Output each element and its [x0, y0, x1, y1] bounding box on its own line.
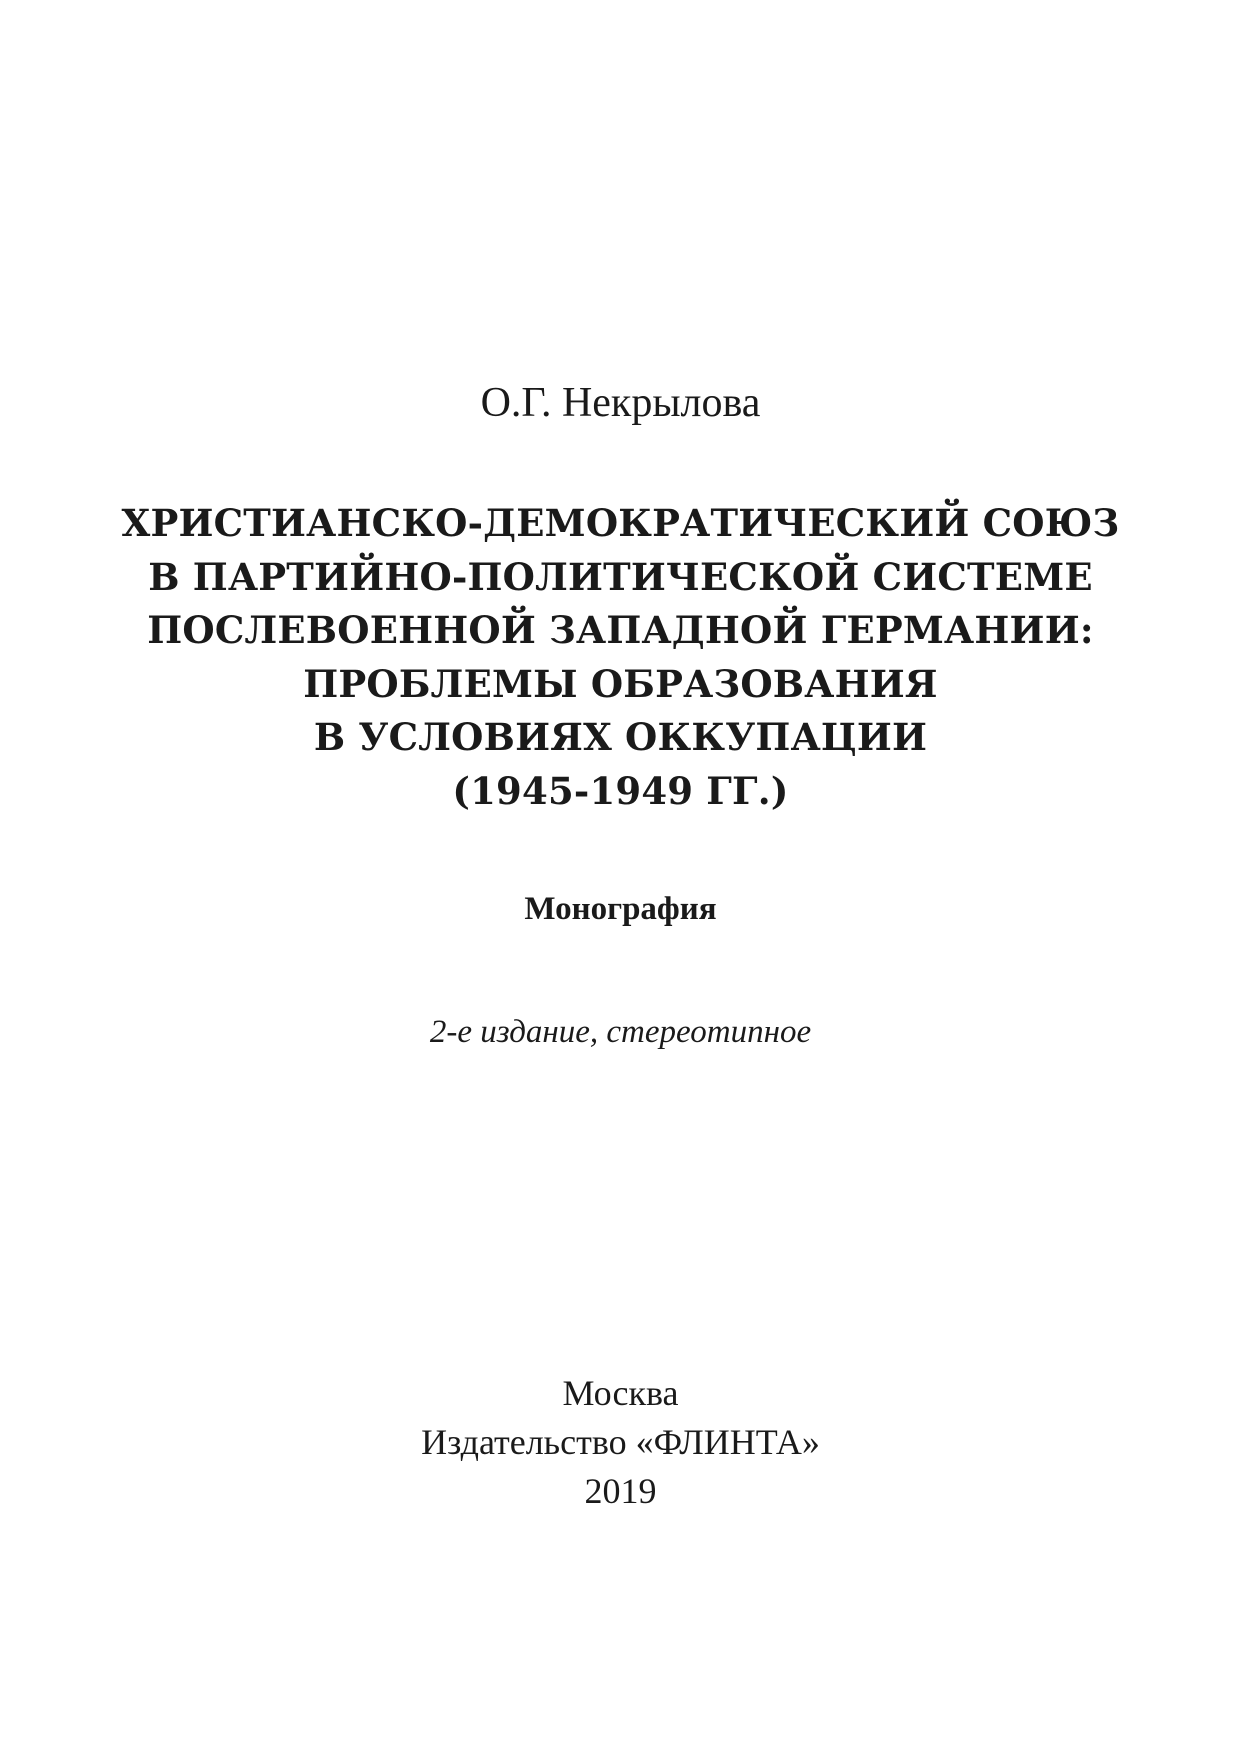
imprint-city: Москва: [562, 1373, 679, 1413]
title-line: В ПАРТИЙНО-ПОЛИТИЧЕСКОЙ СИСТЕМЕ: [148, 554, 1093, 599]
title-line: (1945-1949 ГГ.): [452, 768, 789, 813]
book-title: [0, 497, 1241, 818]
title-line: В УСЛОВИЯХ ОККУПАЦИИ: [313, 715, 928, 759]
title-line: ПРОБЛЕМЫ ОБРАЗОВАНИЯ: [303, 661, 938, 706]
edition-note: 2-е издание, стереотипное: [429, 1014, 812, 1050]
imprint: [0, 1369, 1241, 1516]
title-line: ХРИСТИАНСКО-ДЕМОКРАТИЧЕСКИЙ СОЮЗ: [121, 501, 1120, 545]
imprint-year: 2019: [584, 1471, 657, 1511]
imprint-publisher: Издательство «ФЛИНТА»: [421, 1422, 820, 1462]
title-line: ПОСЛЕВОЕННОЙ ЗАПАДНОЙ ГЕРМАНИИ:: [147, 608, 1094, 652]
genre-label: Монография: [524, 891, 717, 927]
author-name: О.Г. Некрылова: [480, 380, 761, 426]
